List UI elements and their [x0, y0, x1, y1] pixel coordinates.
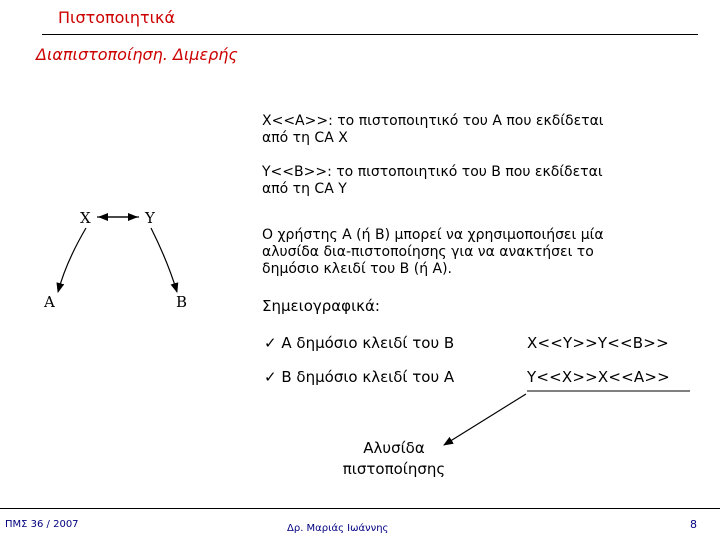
- chain-caption-line1: Αλυσίδα: [363, 439, 425, 457]
- node-b: B: [176, 293, 188, 311]
- para-chain-explanation: [262, 227, 707, 278]
- para-y-b-cert: [262, 164, 707, 198]
- para-x-a-line2: από τη CA X: [262, 130, 348, 146]
- bullet-b-key: [264, 368, 454, 386]
- footer-divider: [0, 508, 720, 509]
- page-number: 8: [690, 518, 697, 531]
- notes-heading: Σημειογραφικά:: [262, 297, 380, 315]
- bullet-b-label: B δημόσιο κλειδί του A: [281, 368, 455, 386]
- edge-x-to-a: [58, 228, 86, 292]
- bullet-a-key: [264, 334, 454, 352]
- bullet-b-chain: Y<<X>>X<<A>>: [527, 368, 670, 386]
- para-chain-line2: αλυσίδα δια-πιστοποίησης για να ανακτήσει το: [262, 244, 594, 260]
- node-x: X: [80, 209, 91, 227]
- edge-y-to-b: [151, 228, 177, 292]
- bullet-a-chain: X<<Y>>Y<<B>>: [527, 334, 669, 352]
- para-chain-line1: O χρήστης A (ή B) μπορεί να χρησιμοποιήσει μία: [262, 227, 604, 243]
- check-icon: ✓: [264, 368, 277, 386]
- para-y-b-line2: από τη CA Y: [262, 181, 347, 197]
- chain-caption-arrow: [444, 394, 526, 445]
- para-y-b-line1: Y<<B>>: το πιστοποιητικό του B που εκδίδεται: [262, 164, 603, 180]
- bullet-a-label: A δημόσιο κλειδί του B: [281, 334, 455, 352]
- para-x-a-line1: X<<A>>: το πιστοποιητικό του A που εκδίδεται: [262, 113, 604, 129]
- node-y: Y: [145, 209, 155, 227]
- para-chain-line3: δημόσιο κλειδί του B (ή A).: [262, 261, 453, 277]
- check-icon: ✓: [264, 334, 277, 352]
- footer-author: Δρ. Μαριάς Ιωάννης: [287, 523, 389, 534]
- chain-caption: [334, 438, 454, 480]
- node-a: A: [44, 293, 55, 311]
- slide-title: Πιστοποιητικά: [58, 8, 176, 27]
- chain-caption-line2: πιστοποίησης: [342, 460, 446, 478]
- slide-subtitle: Διαπιστοποίηση. Διμερής: [36, 45, 238, 64]
- footer-course: ΠΜΣ 36 / 2007: [5, 519, 79, 530]
- para-x-a-cert: [262, 113, 707, 147]
